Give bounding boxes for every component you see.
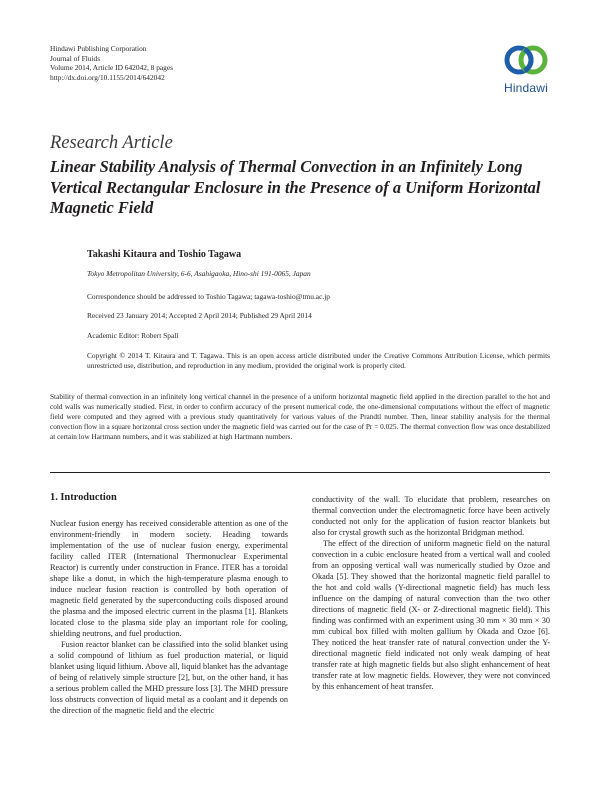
- copyright-notice: Copyright © 2014 T. Kitaura and T. Tagawa. This is an open access article distributed under the Creative Commons Attribution License, which permits unrestricted use, distribution, and reproduction in any medium, provided the original work is properly cited.: [87, 351, 550, 371]
- academic-editor: Academic Editor: Robert Spall: [87, 331, 179, 340]
- hindawi-logo: [494, 40, 558, 95]
- publication-dates: Received 23 January 2014; Accepted 2 April 2014; Published 29 April 2014: [87, 311, 312, 320]
- text-column-left: [50, 518, 288, 716]
- publisher-name: Hindawi Publishing Corporation: [50, 44, 147, 53]
- affiliation: Tokyo Metropolitan University, 6-6, Asahigaoka, Hino-shi 191-0065, Japan: [87, 269, 311, 278]
- correspondence: Correspondence should be addressed to Toshio Tagawa; tagawa-toshio@tmu.ac.jp: [87, 292, 330, 301]
- paragraph: conductivity of the wall. To elucidate that problem, researches on thermal convection under the electromagnetic force have been actively conducted not only for the application of fusion reactor blankets but also for crystal growth such as the horizontal Bridgman method.: [312, 495, 550, 537]
- article-type: Research Article: [50, 133, 173, 153]
- hindawi-logo-icon: [502, 40, 550, 80]
- authors: Takashi Kitaura and Toshio Tagawa: [87, 249, 242, 260]
- paragraph: Nuclear fusion energy has received considerable attention as one of the environment-friendly in modern society. Heading towards implementation of the use of nuclear fusion energy, experimental facility called ITER (International Thermonuclear Experimental Reactor) is currently under construction in France. ITER has a toroidal shape like a donut, in which the high-temperature plasma enough to induce nuclear fusion reaction is controlled by both operation of magnetic field generated by the superconducting coils disposed around the plasma and the imposed electric current in the plasma [1]. Blankets located close to the plasma side play an important role for cooling, shielding neutrons, and fuel production.: [50, 519, 288, 638]
- paragraph: Fusion reactor blanket can be classified into the solid blanket using a solid compound of lithium as fuel production material, or liquid blanket using liquid lithium. Above all, liquid blanket has the advantage of being of relatively simple structure [2], but, on the other hand, it has a serious problem called the MHD pressure loss [3]. The MHD pressure loss obstructs convection of liquid metal as a coolant and it depends on the direction of the magnetic field and the electric: [50, 640, 288, 715]
- hindawi-logo-text: Hindawi: [503, 81, 549, 95]
- divider: [50, 472, 550, 473]
- doi-link[interactable]: http://dx.doi.org/10.1155/2014/642042: [50, 72, 165, 82]
- paragraph: The effect of the direction of uniform magnetic field on the natural convection in a cubic enclosure heated from a vertical wall and cooled from an opposing vertical wall was numerically studied by Ozoe and Okada [5]. They showed that the horizontal magnetic field parallel to the hot and cold walls (Y-directional magnetic field) has much less influence on the damping of natural convection than the two other directions of magnetic field (X- or Z-directional magnetic field). This finding was confirmed with an experiment using 30 mm × 30 mm × 30 mm cubical box filled with molten gallium by Okada and Ozoe [6]. They noticed the heat transfer rate of natural convection under the Y-directional magnetic field indicated not only weak damping of heat transfer rate at high magnetic fields but also slight enhancement of heat transfer rate at low magnetic fields. However, they were not convinced by this enhancement of heat transfer.: [312, 539, 550, 691]
- section-heading: 1. Introduction: [50, 492, 117, 503]
- abstract: Stability of thermal convection in an infinitely long vertical channel in the presence of a uniform horizontal magnetic field applied in the direction parallel to the hot and cold walls was numerically studied. First, in order to confirm accuracy of the present numerical code, the one-dimensional computations without the effect of magnetic field were computed and they agreed with a previous study quantitatively for various values of the Prandtl number. Then, linear stability analysis for the thermal convection flow in a square horizontal cross section under the magnetic field was carried out for the case of Pr = 0.025. The thermal convection flow was once destabilized at certain low Hartmann numbers, and it was stabilized at high Hartmann numbers.: [50, 392, 551, 442]
- volume-info: Volume 2014, Article ID 642042, 8 pages: [50, 63, 174, 73]
- article-title: Linear Stability Analysis of Thermal Convection in an Infinitely Long Vertical Rectangular Enclosure in the Presence of a Uniform Horizontal Magnetic Field: [50, 157, 541, 217]
- journal-name: Journal of Fluids: [50, 53, 101, 63]
- text-column-right: [312, 494, 550, 692]
- journal-header: [50, 44, 173, 82]
